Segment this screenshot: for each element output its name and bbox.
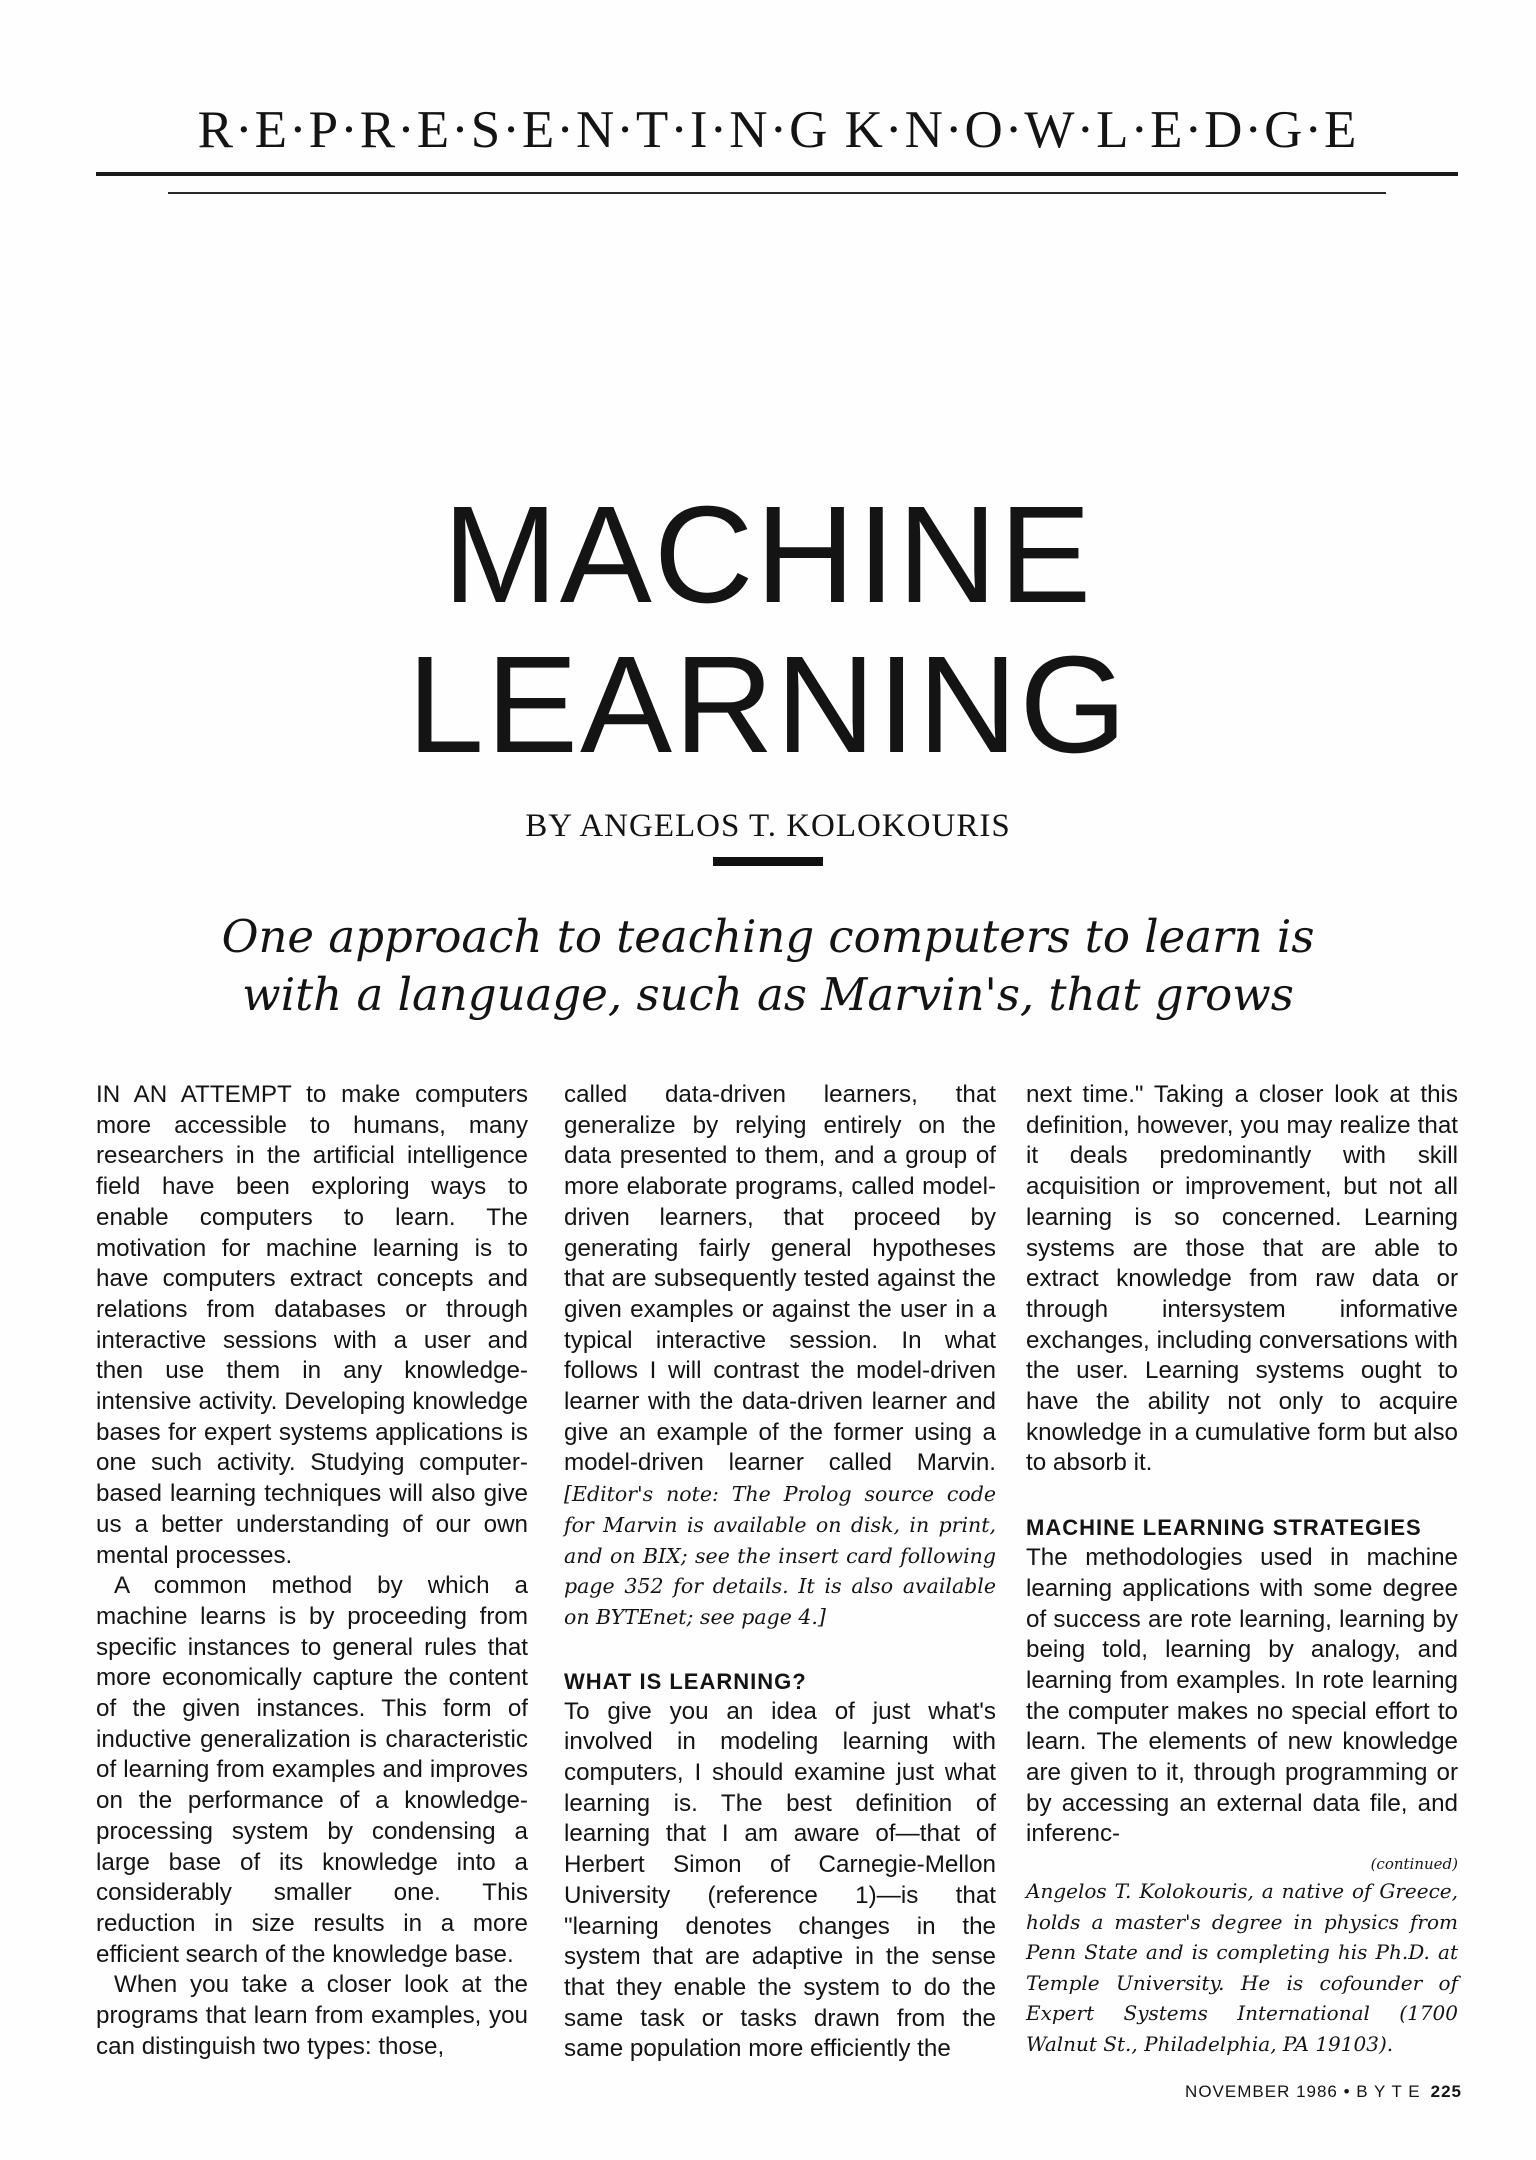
byline: BY ANGELOS T. KOLOKOURIS [525, 808, 1011, 844]
deck-line-1: One approach to teaching computers to learn is [221, 910, 1315, 963]
subhead-what-is-learning: WHAT IS LEARNING? [564, 1668, 807, 1694]
author-bio: Angelos T. Kolokouris, a native of Greece, holds a master's degree in physics from Penn State and is completing his Ph.D. at Temple University. He is cofounder of Expert Systems International (1700 Walnut St., Philadelphia, PA 19103). [1026, 1879, 1458, 2056]
article-title [0, 480, 1536, 780]
body-column-1 [96, 1080, 528, 2063]
editors-note: [Editor's note: The Prolog source code for Marvin is available on disk, in print, and on BIX; see the insert card following page 352 for details. It is also available on BYTEnet; see page 4.] [564, 1482, 996, 1629]
issue-label: NOVEMBER 1986 • B Y T E [1185, 2082, 1421, 2101]
body-column-2 [564, 1080, 996, 2065]
paragraph-text: called data-driven learners, that generalize by relying entirely on the data presented to them, and a group of more elaborate programs, called model-driven learners, that proceed by generating fairly general hypotheses that are subsequently tested against the given examples or against the user in a typical interactive session. In what follows I will contrast the model-driven learner with the data-driven learner and give an example of the former using a model-driven learner called Marvin. [564, 1081, 996, 1477]
paragraph: To give you an idea of just what's involved in modeling learning with computers, I should examine just what learning is. The best definition of learning that I am aware of—that of Herbert Simon of Carnegie-Mellon University (reference 1)—is that "learning denotes changes in the system that are adaptive in the sense that they enable the system to do the same task or tasks drawn from the same population more efficiently the [564, 1697, 996, 2063]
paragraph: next time." Taking a closer look at this definition, however, you may realize that it deals predominantly with skill acquisition or improvement, but not all learning is so concerned. Learning systems are those that are able to extract knowledge from raw data or through intersystem informative exchanges, including conversations with the user. Learning systems ought to have the ability not only to acquire knowledge in a cumulative form but also to absorb it. [1026, 1081, 1458, 1477]
title-line-1: MACHINE [442, 478, 1094, 632]
body-column-3 [1026, 1080, 1458, 2059]
paragraph: A common method by which a machine learns is by proceeding from specific instances to general rules that more economically capture the content of the given instances. This form of inductive generalization is characteristic of learning from examples and improves on the performance of a knowledge-processing system by condensing a large base of its knowledge into a considerably smaller one. This reduction in size results in a more efficient search of the knowledge base. [96, 1572, 528, 1968]
title-line-2: LEARNING [407, 628, 1129, 782]
article-deck [200, 908, 1336, 1024]
paragraph: IN AN ATTEMPT to make computers more accessible to humans, many researchers in the artificial intelligence field have been exploring ways to enable computers to learn. The motivation for machine learning is to have computers extract concepts and relations from databases or through interactive sessions with a user and then use them in any knowledge-intensive activity. Developing knowledge bases for expert systems applications is one such activity. Studying computer-based learning techniques will also give us a better understanding of our own mental processes. [96, 1081, 528, 1569]
deck-line-2: with a language, such as Marvin's, that grows [242, 968, 1294, 1021]
subhead-machine-learning-strategies: MACHINE LEARNING STRATEGIES [1026, 1515, 1422, 1541]
continued-label: (continued) [1370, 1855, 1458, 1874]
header-rule-thick [96, 172, 1458, 176]
page-number: 225 [1430, 2082, 1462, 2101]
section-header: R·E·P·R·E·S·E·N·T·I·N·G K·N·O·W·L·E·D·G·E [197, 101, 1359, 159]
page-footer [1185, 2082, 1462, 2102]
paragraph: When you take a closer look at the programs that learn from examples, you can distinguish two types: those, [96, 1971, 528, 2060]
paragraph [564, 1080, 996, 1633]
paragraph: The methodologies used in machine learning applications with some degree of success are rote learning, learning by being told, learning by analogy, and learning from examples. In rote learning the computer makes no special effort to learn. The elements of new knowledge are given to it, through programming or by accessing an external data file, and inferenc- [1026, 1544, 1458, 1848]
header-rule-thin [168, 192, 1386, 194]
byline-divider [713, 857, 823, 866]
